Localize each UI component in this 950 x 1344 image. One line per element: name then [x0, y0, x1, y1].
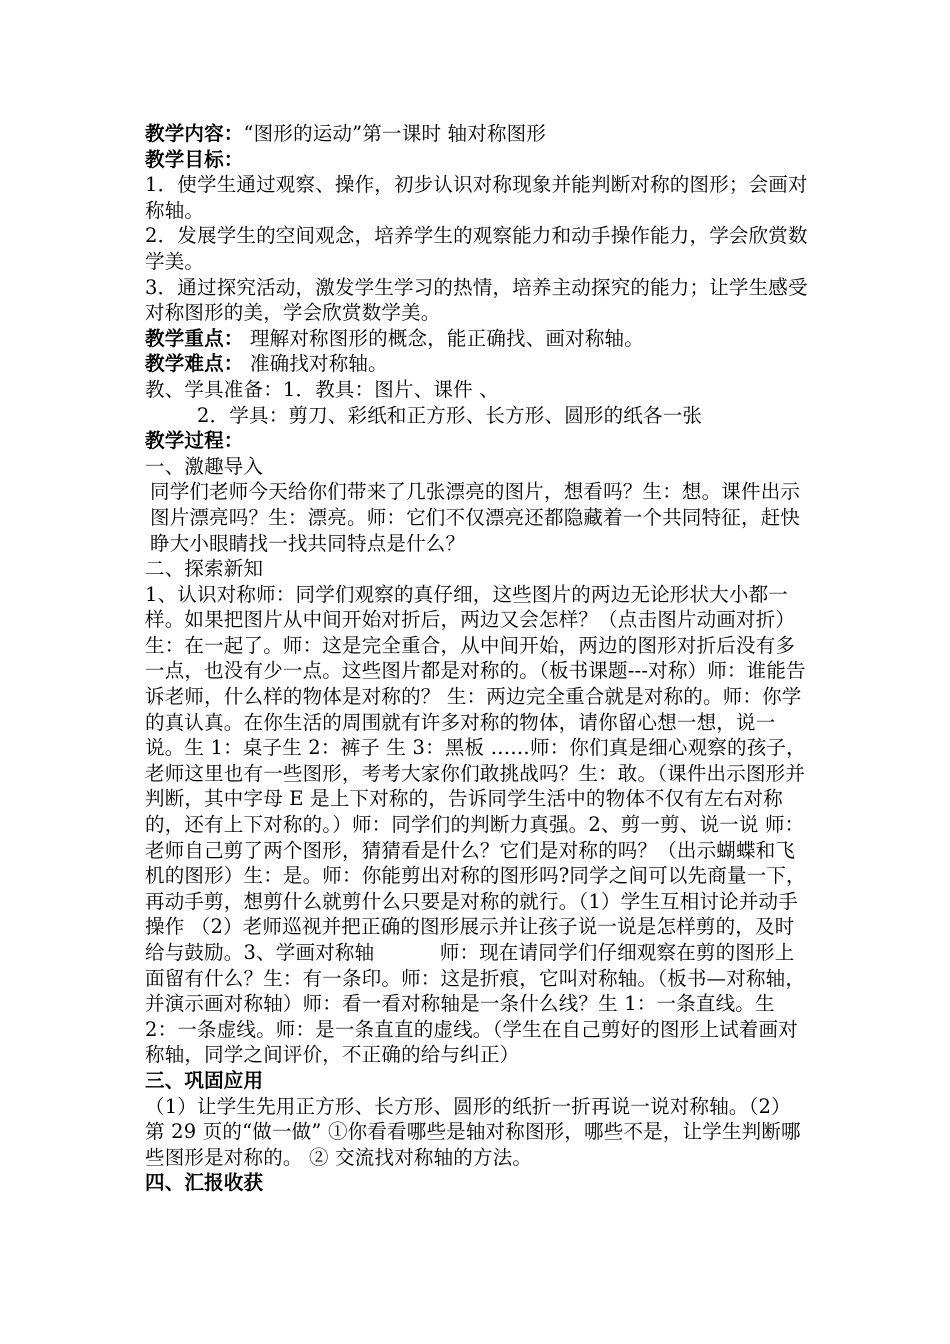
- prep-line-2: 2．学具：剪刀、彩纸和正方形、长方形、圆形的纸各一张: [197, 403, 703, 427]
- section-3-body: （1）让学生先用正方形、长方形、圆形的纸折一折再说一说对称轴。（2）第 29 页的“做一做” ①你看看哪些是轴对称图形，哪些不是，让学生判断哪些图形是对称的。 ② 交流找对称轴的方法。: [145, 1094, 801, 1169]
- prep-line-1: 教、学具准备：1．教具：图片、课件 、: [145, 377, 499, 401]
- section-4-heading: 四、汇报收获: [145, 1171, 264, 1195]
- lesson-plan-body: [145, 121, 810, 1196]
- process-heading: 教学过程：: [145, 429, 244, 453]
- section-2-heading: 二、探索新知: [145, 557, 264, 581]
- goal-item-2: 2．发展学生的空间观念，培养学生的观察能力和动手操作能力，学会欣赏数学美。: [145, 224, 808, 273]
- goals-heading: 教学目标：: [145, 147, 244, 171]
- key-point-value: 理解对称图形的概念，能正确找、画对称轴。: [243, 326, 644, 350]
- goal-item-3: 3．通过探究活动，激发学生学习的热情，培养主动探究的能力；让学生感受对称图形的美，学会欣赏数学美。: [145, 275, 808, 325]
- section-1-body: 同学们老师今天给你们带来了几张漂亮的图片，想看吗？生：想。课件出示图片漂亮吗？生：漂亮。师：它们不仅漂亮还都隐藏着一个共同特征，赶快睁大小眼睛找一找共同特点是什么？: [150, 480, 801, 555]
- section-2-body: 1、认识对称师：同学们观察的真仔细，这些图片的两边无论形状大小都一样。如果把图片从中间开始对折后，两边又会怎样？（点击图片动画对折）生：在一起了。师：这是完全重合，从中间开始，两边的图形对折后没有多一点，也没有少一点。这些图片都是对称的。（板书课题---对称）师：谁能告诉老师，什么样的物体是对称的？ 生：两边完全重合就是对称的。师：你学的真认真。在你生活的周围就有许多对称的物体，请你留心想一想，说一说。生 1：桌子生 2：裤子 生 3：黑板 ……师：你们真是细心观察的孩子，老师这里也有一些图形，考考大家你们敢挑战吗？生：敢。（课件出示图形并判断，其中字母 E 是上下对称的，告诉同学生活中的物体不仅有左右对称的，还有上下对称的。）师：同学们的判断力真强。2、剪一剪、说一说 师：老师自己剪了两个图形，猜猜看是什么？它们是对称的吗？（出示蝴蝶和飞机的图形）生：是。师：你能剪出对称的图形吗?同学之间可以先商量一下，再动手剪，想剪什么就剪什么只要是对称的就行。（1）学生互相讨论并动手操作 （2）老师巡视并把正确的图形展示并让孩子说一说是怎样剪的，及时给与鼓励。3、学画对称轴 师：现在请同学们仔细观察在剪的图形上面留有什么？生：有一条印。师：这是折痕，它叫对称轴。（板书—对称轴，并演示画对称轴）师：看一看对称轴是一条什么线？生 1：一条直线。生 2：一条虚线。师：是一条直直的虚线。（学生在自己剪好的图形上试着画对称轴，同学之间评价，不正确的给与纠正）: [145, 582, 806, 1067]
- goal-item-1: 1．使学生通过观察、操作，初步认识对称现象并能判断对称的图形；会画对称轴。: [145, 173, 808, 222]
- key-point-line: [145, 326, 810, 352]
- content-line: [145, 121, 810, 147]
- difficulty-value: 准确找对称轴。: [243, 352, 388, 376]
- key-point-label: 教学重点：: [145, 326, 244, 350]
- difficulty-line: [145, 351, 810, 377]
- difficulty-label: 教学难点：: [145, 352, 244, 376]
- section-1-heading: 一、激趣导入: [145, 454, 264, 478]
- section-3-heading: 三、巩固应用: [145, 1068, 264, 1092]
- content-label: 教学内容：: [145, 122, 244, 145]
- content-value: “图形的运动”第一课时 轴对称图形: [243, 122, 547, 145]
